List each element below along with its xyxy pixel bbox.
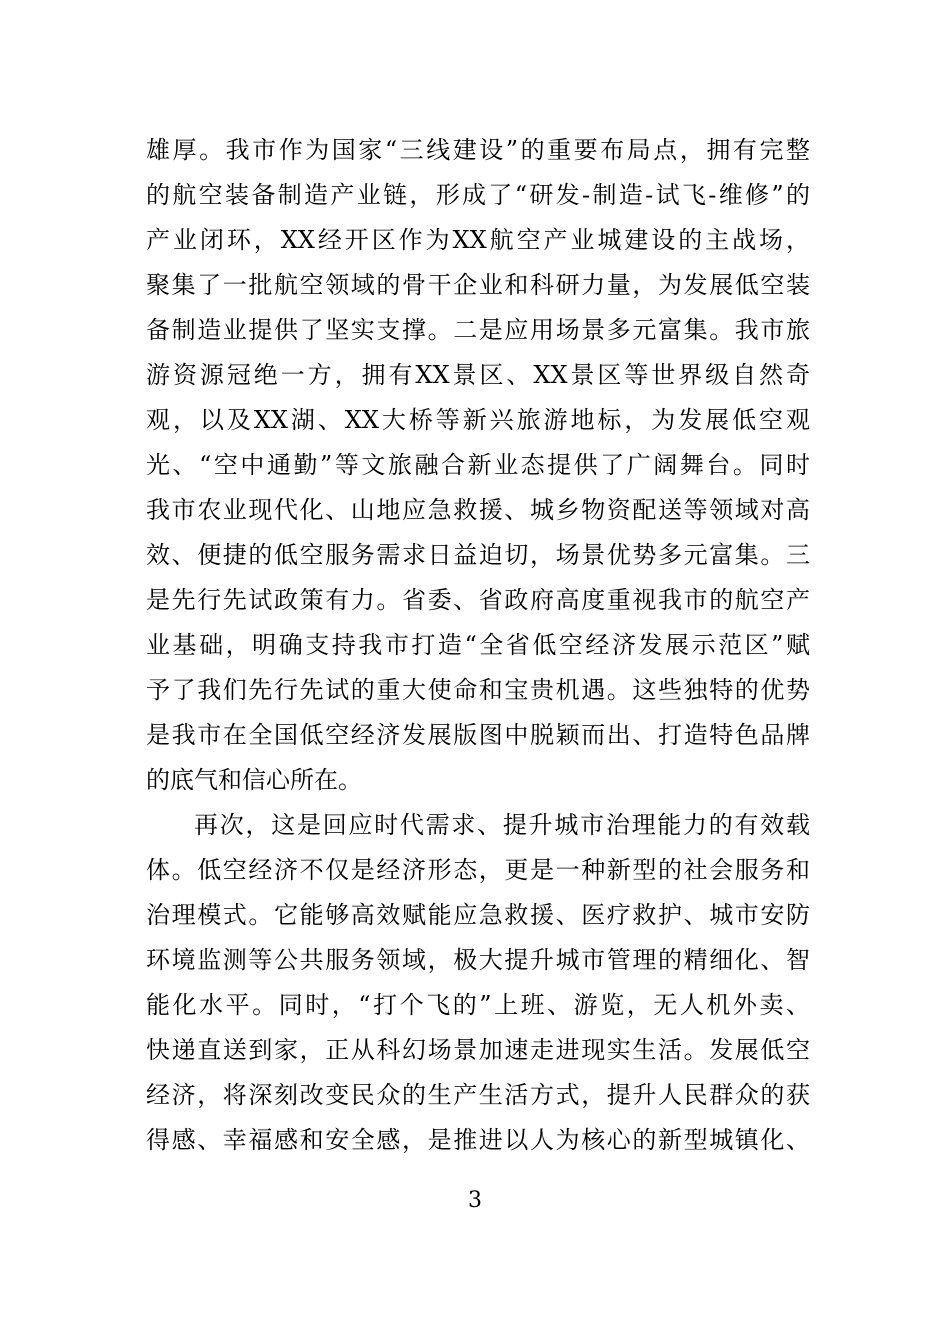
text-line: 备制造业提供了坚实支撑。二是应用场景多元富集。我市旅: [146, 316, 810, 344]
page-number: 3: [468, 1188, 482, 1213]
text-line: 是先行先试政策有力。省委、省政府高度重视我市的航空产: [146, 586, 810, 614]
text-line: 的航空装备制造产业链，形成了“研发-制造-试飞-维修”的: [146, 181, 810, 209]
text-line: 是我市在全国低空经济发展版图中脱颖而出、打造特色品牌: [146, 721, 810, 749]
text-line: 能化水平。同时，“打个飞的”上班、游览，无人机外卖、: [146, 991, 810, 1019]
text-line: 观，以及XX湖、XX大桥等新兴旅游地标，为发展低空观: [146, 406, 810, 434]
paragraph-first-line: 再次，这是回应时代需求、提升城市治理能力的有效载: [194, 811, 810, 839]
body-text: [146, 128, 810, 1163]
text-line: 我市农业现代化、山地应急救援、城乡物资配送等领域对高: [146, 496, 810, 524]
text-line: 得感、幸福感和安全感，是推进以人为核心的新型城镇化、: [146, 1126, 810, 1154]
text-line: 予了我们先行先试的重大使命和宝贵机遇。这些独特的优势: [146, 676, 810, 704]
text-line: 环境监测等公共服务领域，极大提升城市管理的精细化、智: [146, 946, 810, 974]
text-line: 游资源冠绝一方，拥有XX景区、XX景区等世界级自然奇: [146, 361, 810, 389]
text-line: 治理模式。它能够高效赋能应急救援、医疗救护、城市安防: [146, 901, 810, 929]
text-line: 光、“空中通勤”等文旅融合新业态提供了广阔舞台。同时: [146, 451, 810, 479]
text-line: 雄厚。我市作为国家“三线建设”的重要布局点，拥有完整: [146, 136, 810, 164]
text-line: 快递直送到家，正从科幻场景加速走进现实生活。发展低空: [146, 1036, 810, 1064]
text-line: 聚集了一批航空领域的骨干企业和科研力量，为发展低空装: [146, 271, 810, 299]
text-line: 经济，将深刻改变民众的生产生活方式，提升人民群众的获: [146, 1081, 810, 1109]
paragraph-end-line: 的底气和信心所在。: [146, 766, 362, 794]
text-line: 体。低空经济不仅是经济形态，更是一种新型的社会服务和: [146, 856, 810, 884]
text-line: 产业闭环，XX经开区作为XX航空产业城建设的主战场，: [146, 226, 810, 254]
text-line: 业基础，明确支持我市打造“全省低空经济发展示范区”赋: [146, 631, 810, 659]
text-line: 效、便捷的低空服务需求日益迫切，场景优势多元富集。三: [146, 541, 810, 569]
